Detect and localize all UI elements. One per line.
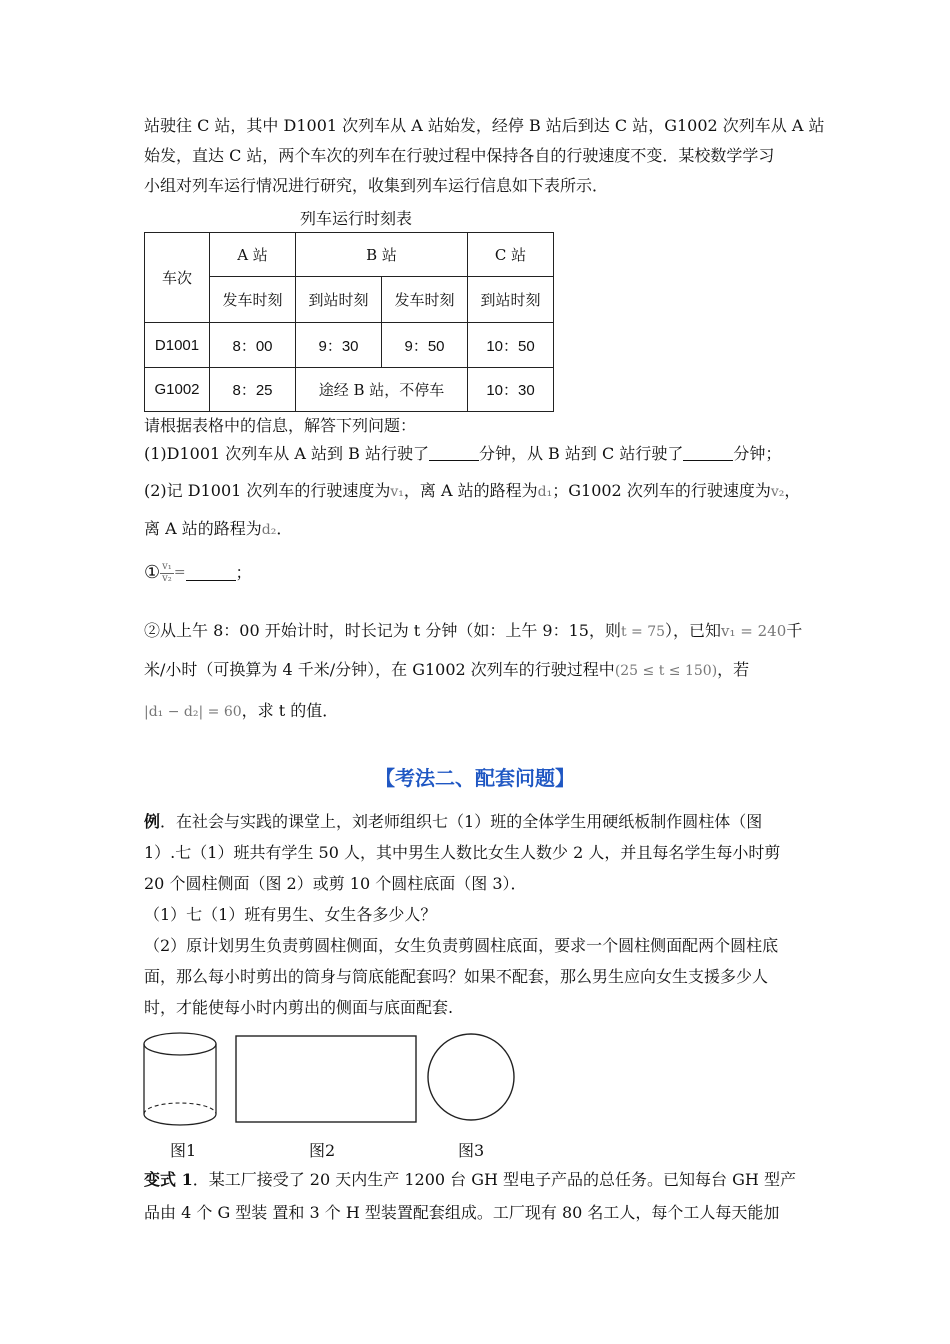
cell-b-depart: 9：50 [382,323,468,368]
example-label: 例 [144,812,161,831]
question-1 [144,446,781,462]
example-question-2-line-2: 面，那么每小时剪出的筒身与筒底能配套吗？如果不配套，那么男生应向女生支援多少人 [144,967,769,986]
sub-question-1 [144,562,252,584]
math-d1: d₁ [537,484,553,500]
q2-text-b: ，离 A 站的路程为 [403,481,538,500]
math-range: (25 ≤ t ≤ 150) [614,663,718,679]
example-line-1 [144,814,762,830]
math-v2: v₂ [770,484,785,500]
header-station-c: C 站 [468,233,554,277]
q1-text-c: 分钟； [733,444,782,463]
example-question-1: （1）七（1）班有男生、女生各多少人？ [144,905,437,924]
sub2-text-a: ②从上午 8：00 开始计时，时长记为 t 分钟（如：上午 9：15，则 [144,621,621,640]
cell-c-arrive: 10：50 [468,323,554,368]
q2-text-a: (2)记 D1001 次列车的行驶速度为 [144,481,391,500]
table-row [145,323,554,368]
answer-blank [429,446,479,461]
cell-train: G1002 [145,368,210,412]
variant-line-1 [144,1172,796,1188]
sub2-text-b: ），已知 [665,621,722,640]
sub2-line2-text-b: ，若 [717,660,750,679]
timetable [144,232,554,412]
math-t-75: t = 75 [620,624,666,640]
example-question-2-line-1: （2）原计划男生负责剪圆柱侧面，女生负责剪圆柱底面，要求一个圆柱侧面配两个圆柱底 [144,936,779,955]
subheader-depart-b: 发车时刻 [382,277,468,323]
example-line-2: 1）.七（1）班共有学生 50 人，其中男生人数比女生人数少 2 人，并且每名学生每小时剪 [144,843,781,862]
header-train: 车次 [145,233,210,323]
math-v1: v₁ [390,484,404,500]
cell-a-depart: 8：25 [210,368,296,412]
q2-text-e: 离 A 站的路程为 [144,519,262,538]
equals-sign: = [173,564,186,581]
sub-question-2-line-3 [144,703,338,719]
example-line-3: 20 个圆柱侧面（图 2）或剪 10 个圆柱底面（图 3）． [144,874,527,893]
header-station-b: B 站 [296,233,468,277]
circled-one: ① [144,562,161,584]
question-2-line-1 [144,483,800,499]
cell-train: D1001 [145,323,210,368]
variant-line-1-text: ．某工厂接受了 20 天内生产 1200 台 GH 型电子产品的总任务。已知每台 GH 型产 [192,1170,796,1189]
intro-line-3: 小组对列车运行情况进行研究，收集到列车运行信息如下表所示． [144,176,609,195]
sub-question-2-line-1 [144,623,802,639]
sub-question-2-line-2 [144,662,749,678]
cell-b-pass: 途经 B 站，不停车 [296,368,468,412]
cell-a-depart: 8：00 [210,323,296,368]
fraction-v1-v2 [160,562,174,584]
subheader-arrive-c: 到站时刻 [468,277,554,323]
example-line-1-text: ．在社会与实践的课堂上，刘老师组织七（1）班的全体学生用硬纸板制作圆柱体（图 [160,812,763,831]
q2-text-c: ；G1002 次列车的行驶速度为 [552,481,771,500]
sub2-line2-text-a: 米/小时（可换算为 4 千米/分钟），在 G1002 次列车的行驶过程中 [144,660,615,679]
cylinder-figure [140,1030,222,1130]
cell-b-arrive: 9：30 [296,323,382,368]
figure-1-label: 图1 [170,1141,197,1160]
q2-text-f: ． [276,519,293,538]
variant-label: 变式 1 [144,1170,193,1189]
intro-line-2: 始发，直达 C 站，两个车次的列车在行驶过程中保持各自的行驶速度不变．某校数学学习 [144,146,775,165]
circle-figure [424,1030,518,1124]
sub2-text-c: 千 [786,621,803,640]
fraction-numerator: v₁ [162,561,172,572]
questions-prompt: 请根据表格中的信息，解答下列问题： [144,416,417,435]
question-2-line-2 [144,521,292,537]
math-abs-diff: |d₁ − d₂| = 60 [144,704,242,720]
table-row [145,368,554,412]
intro-line-1: 站驶往 C 站，其中 D1001 次列车从 A 站始发，经停 B 站后到达 C 站，G1002 次列车从 A 站 [144,116,825,135]
q1-text-a: (1)D1001 次列车从 A 站到 B 站行驶了 [144,444,429,463]
sub1-end: ； [235,563,252,583]
header-station-a: A 站 [210,233,296,277]
figure-3-label: 图3 [458,1141,485,1160]
math-d2: d₂ [261,522,277,538]
figure-2-label: 图2 [309,1141,336,1160]
variant-line-2: 品由 4 个 G 型装 置和 3 个 H 型装置配套组成。工厂现有 80 名工人，每个工人每天能加 [144,1203,780,1222]
cell-c-arrive: 10：30 [468,368,554,412]
example-question-2-line-3: 时，才能使每小时内剪出的侧面与底面配套. [144,998,454,1017]
fraction-denominator: v₂ [162,572,172,584]
table-caption: 列车运行时刻表 [300,209,413,228]
section-heading: 【考法二、配套问题】 [375,766,575,790]
q1-text-b: 分钟，从 B 站到 C 站行驶了 [478,444,684,463]
subheader-arrive-b: 到站时刻 [296,277,382,323]
subheader-depart-a: 发车时刻 [210,277,296,323]
rectangle-figure [234,1034,420,1126]
answer-blank [186,566,236,581]
q2-text-d: ， [784,481,801,500]
math-v1-240: v₁ = 240 [721,622,787,640]
sub2-line3-text: ，求 t 的值． [241,701,339,720]
answer-blank [683,446,733,461]
